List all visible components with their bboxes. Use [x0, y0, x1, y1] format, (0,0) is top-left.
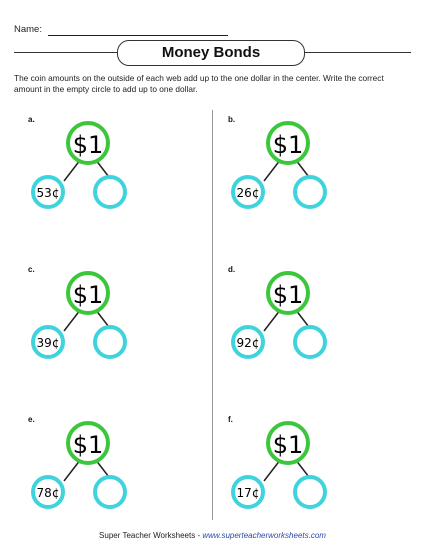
problem-f [228, 415, 408, 545]
given-amount: 17¢ [236, 486, 260, 500]
given-amount: 53¢ [36, 186, 60, 200]
center-amount: $1 [272, 431, 304, 459]
footer [0, 531, 425, 540]
worksheet-title: Money Bonds [117, 40, 305, 66]
name-label: Name: [14, 24, 42, 35]
given-amount: 26¢ [236, 186, 260, 200]
problem-a [28, 115, 208, 245]
center-amount: $1 [272, 131, 304, 159]
center-amount: $1 [72, 281, 104, 309]
footer-url[interactable]: www.superteacherworksheets.com [202, 531, 326, 540]
problem-d [228, 265, 408, 395]
answer-circle[interactable] [295, 327, 325, 357]
problem-c [28, 265, 208, 395]
problem-label: d. [228, 265, 236, 274]
problem-e [28, 415, 208, 545]
column-divider [212, 110, 213, 520]
money-bond-c [28, 265, 208, 395]
problem-label: b. [228, 115, 236, 124]
given-amount: 39¢ [36, 336, 60, 350]
center-amount: $1 [272, 281, 304, 309]
money-bond-a [28, 115, 208, 245]
problem-label: c. [28, 265, 35, 274]
money-bond-e [28, 415, 208, 545]
answer-circle[interactable] [95, 477, 125, 507]
instructions: The coin amounts on the outside of each web add up to the one dollar in the center. Write the correct amount in the empty circle to add up to one dollar. [14, 73, 384, 94]
answer-circle[interactable] [295, 177, 325, 207]
problem-label: e. [28, 415, 35, 424]
center-amount: $1 [72, 431, 104, 459]
footer-brand: Super Teacher Worksheets - [99, 531, 203, 540]
money-bond-f [228, 415, 408, 545]
problem-label: a. [28, 115, 35, 124]
answer-circle[interactable] [95, 177, 125, 207]
center-amount: $1 [72, 131, 104, 159]
problem-b [228, 115, 408, 245]
answer-circle[interactable] [295, 477, 325, 507]
name-line[interactable] [48, 35, 228, 36]
given-amount: 78¢ [36, 486, 60, 500]
money-bond-b [228, 115, 408, 245]
given-amount: 92¢ [236, 336, 260, 350]
money-bond-d [228, 265, 408, 395]
answer-circle[interactable] [95, 327, 125, 357]
problem-label: f. [228, 415, 233, 424]
